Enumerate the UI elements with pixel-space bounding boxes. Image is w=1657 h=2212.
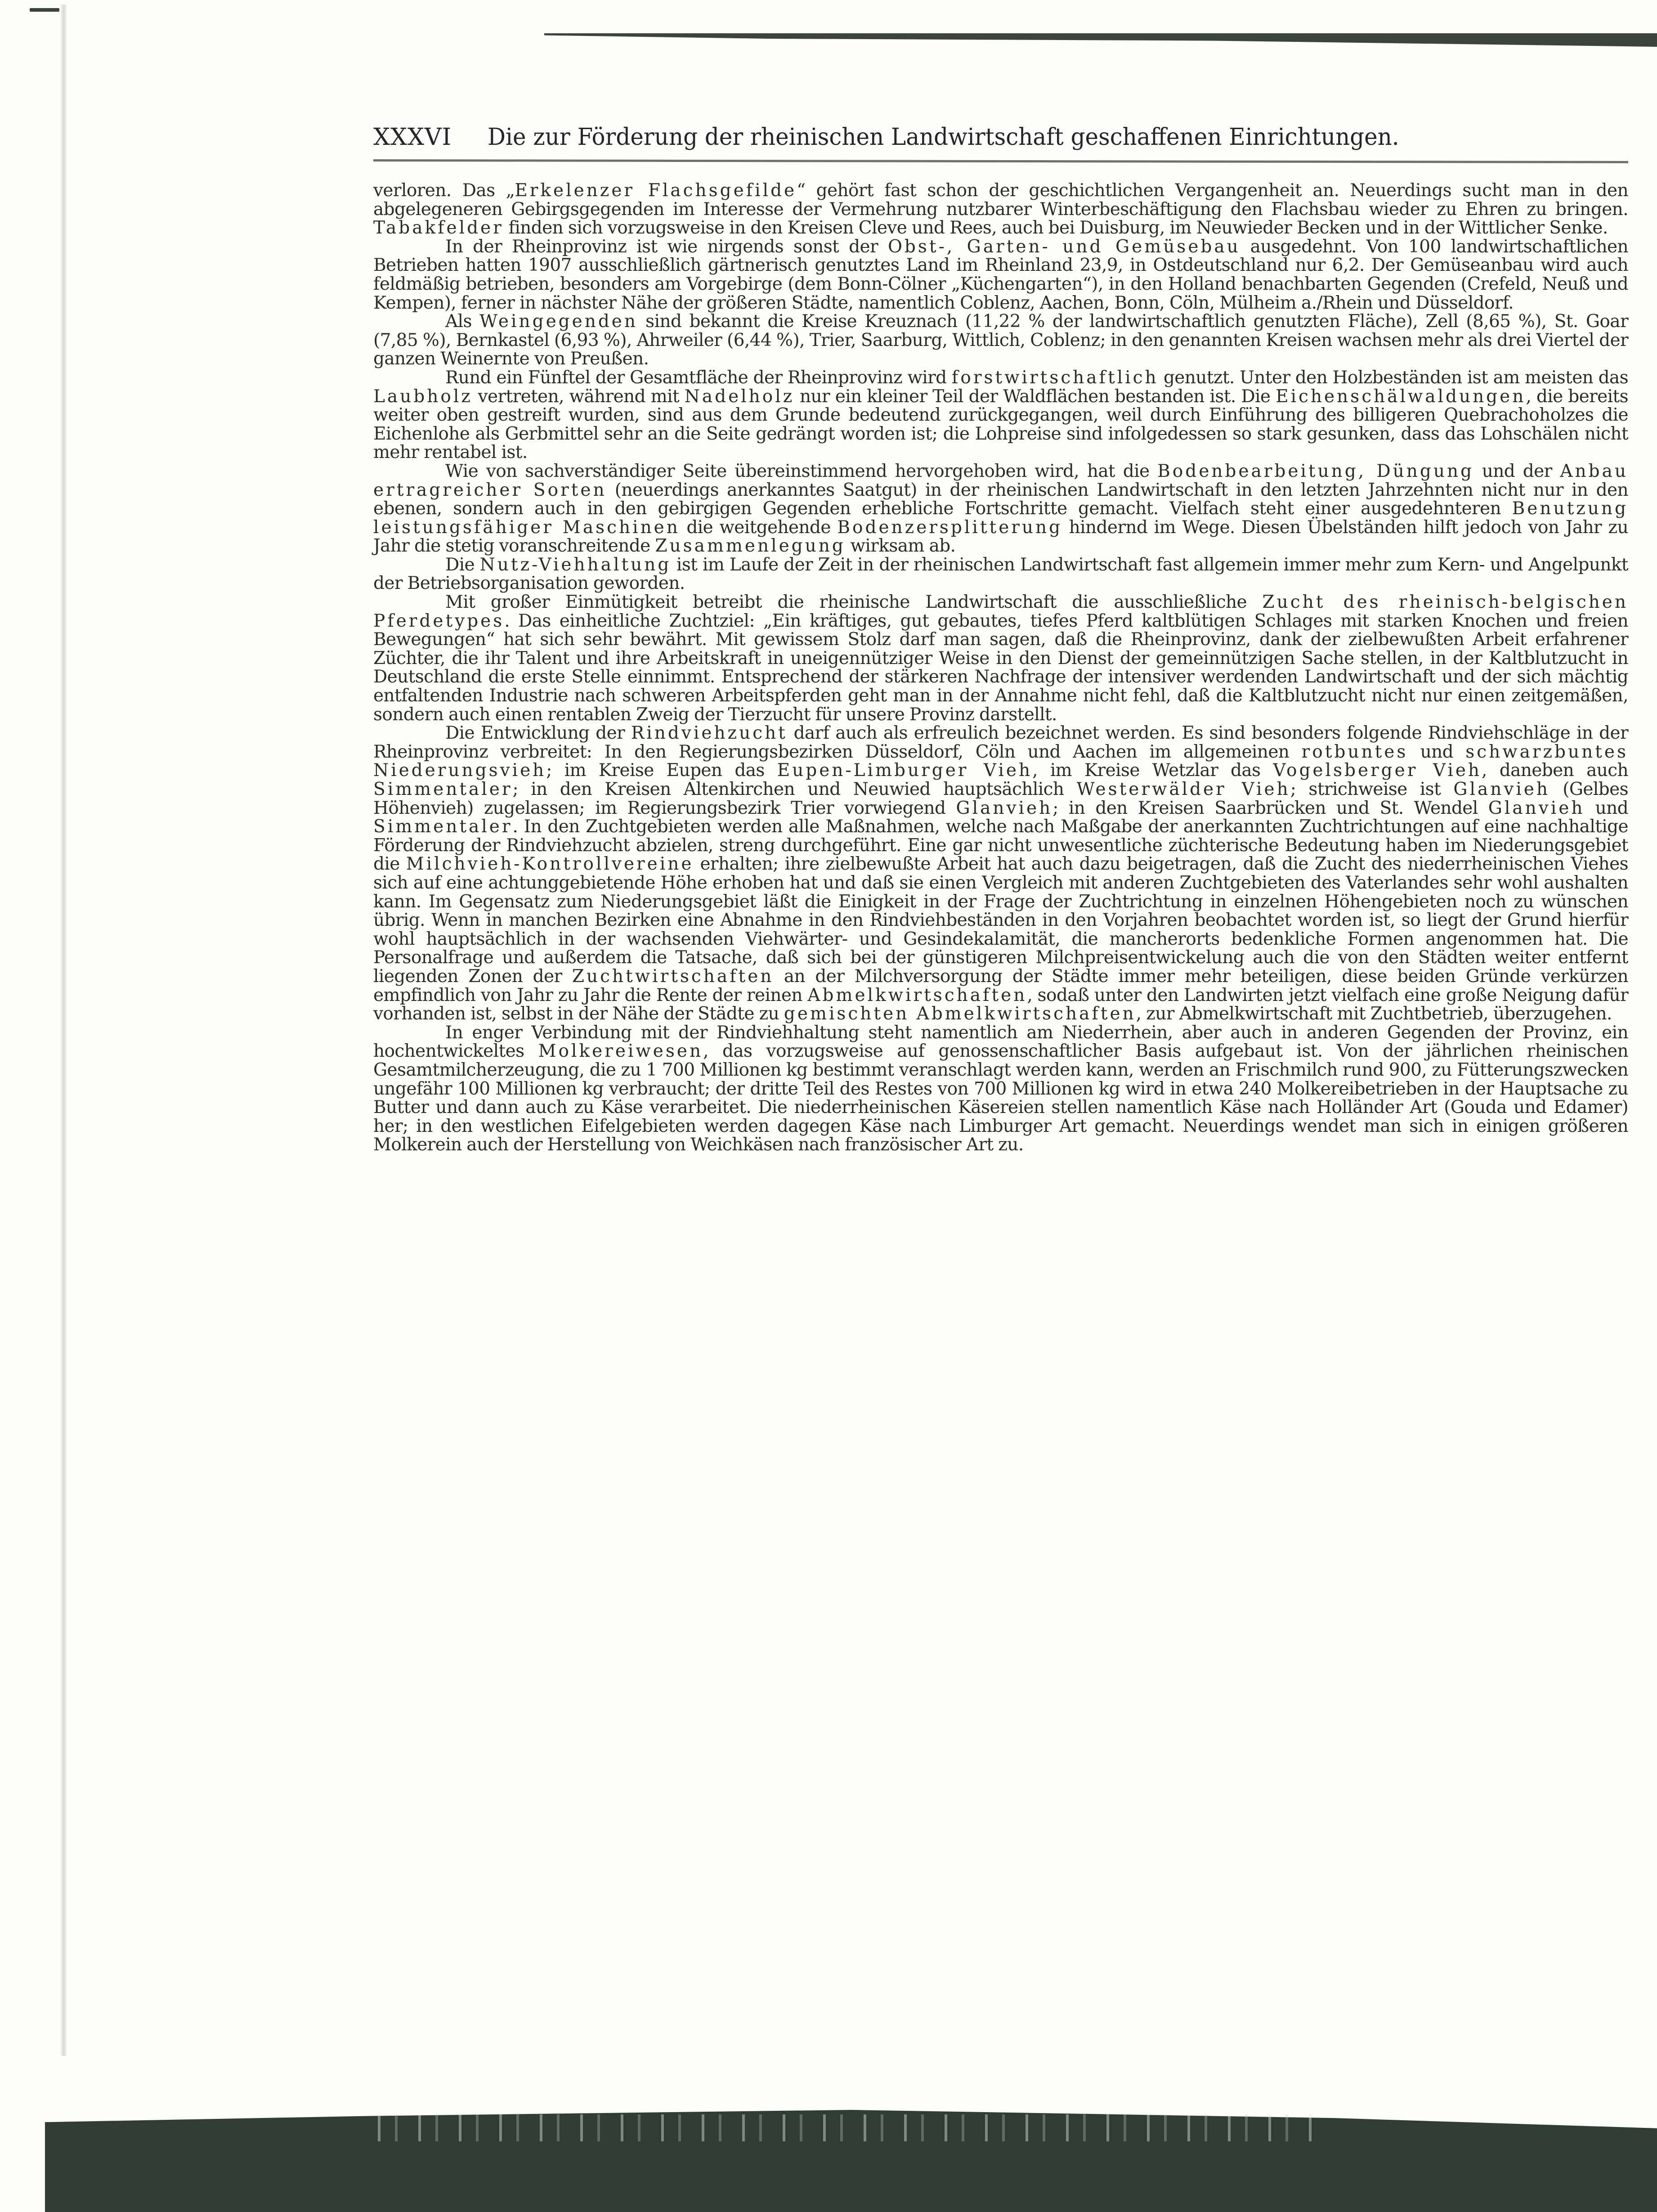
spaced-emphasis: Erkelenzer Flachsgefilde bbox=[515, 180, 797, 201]
text-run: wirksam ab. bbox=[845, 536, 956, 556]
text-run: , daneben auch bbox=[1482, 760, 1628, 781]
paragraph bbox=[373, 181, 1628, 238]
text-run: Als bbox=[445, 311, 480, 332]
paragraph bbox=[373, 1023, 1628, 1154]
text-run: nur ein kleiner Teil der Waldflächen bestanden ist. Die bbox=[794, 386, 1276, 407]
text-run: Die Entwicklung der bbox=[445, 723, 631, 744]
text-run: . In den Zuchtgebieten werden alle Maßnahmen, welche nach Maßgabe der anerkannten Zuchtrichtungen auf eine nachhaltige Förderung der Rindviehzucht abzielen, streng durchgeführt. Eine gar nicht unwesentliche züchterische Bedeutung haben im Niederungsgebiet die bbox=[373, 817, 1628, 875]
text-run: Mit großer Einmütigkeit betreibt die rheinische Landwirtschaft die ausschließliche bbox=[445, 592, 1263, 613]
spaced-emphasis: Molkereiwesen bbox=[538, 1041, 703, 1062]
text-run: ; strichweise ist bbox=[1290, 779, 1454, 799]
text-run: Die bbox=[445, 554, 480, 575]
spaced-emphasis: Bodenbearbeitung, Düngung bbox=[1157, 461, 1474, 481]
text-run: Rund ein Fünftel der Gesamtfläche der Rheinprovinz wird bbox=[445, 367, 952, 388]
text-run: sind bekannt die Kreise Kreuznach (11,22 % der landwirtschaftlich genutzten Fläche), Zell (8,65 %), St. Goar (7,85 %), Bernkastel (6,93 %), Ahrweiler (6,44 %), Trier, Saarburg, Wittlich, Coblenz; in den genannten Kreisen wachsen mehr als drei Viertel der ganzen Weinernte von Preußen. bbox=[373, 311, 1628, 369]
text-run: , das vorzugsweise auf genossenschaftlicher Basis aufgebaut ist. Von der jährlichen rheinischen Gesamtmilcherzeugung, die zu 1 700 Millionen kg bestimmt veranschlagt werden kann, werden an Frischmilch rund 900, zu Fütterungszwecken ungefähr 100 Millionen kg verbraucht; der dritte Teil des Restes von 700 Millionen kg wird in etwa 240 Molkereibetrieben in der Hauptsache zu Butter und dann auch zu Käse verarbeitet. Die niederrheinischen Käsereien stellen namentlich Käse nach Holländer Art (Gouda und Edamer) her; in den westlichen Eifelgebieten werden dagegen Käse nach Limburger Art gemacht. Neuerdings wendet man sich in einigen größeren Molkerein auch der Herstellung von Weichkäsen nach französischer Art zu. bbox=[373, 1041, 1628, 1155]
spaced-emphasis: schwarzbuntes Niederungsvieh bbox=[373, 741, 1629, 781]
spaced-emphasis: Tabakfelder bbox=[373, 218, 504, 238]
text-run: ist im Laufe der Zeit in der rheinischen Landwirtschaft fast allgemein immer mehr zum Kern- und Angelpunkt der Betriebsorganisation geworden. bbox=[373, 554, 1628, 594]
spaced-emphasis: Vogelsberger Vieh bbox=[1273, 760, 1482, 781]
text-run: , im Kreise Wetzlar das bbox=[1032, 760, 1273, 781]
spaced-emphasis: Laubholz bbox=[373, 386, 473, 407]
spaced-emphasis: Zusammenlegung bbox=[655, 536, 846, 556]
scan-artifact-mark bbox=[30, 8, 59, 12]
scan-artifact-bottom-noise bbox=[378, 2114, 1313, 2141]
spaced-emphasis: Glanvieh bbox=[1453, 779, 1550, 799]
paragraph bbox=[373, 238, 1628, 312]
text-run: In enger Verbindung mit der Rindviehhaltung steht namentlich am Niederrhein, aber auch in anderen Gegenden der Provinz, ein hochentwickeltes bbox=[373, 1022, 1628, 1062]
text-run: , zur Abmelkwirtschaft mit Zuchtbetrieb, überzugehen. bbox=[1136, 1004, 1612, 1024]
text-run: “ gehört fast schon der geschichtlichen Vergangenheit an. Neuerdings sucht man in den abgelegeneren Gebirgsgegenden im Interesse der Vermehrung nutzbarer Winterbeschäftigung den Flachsbau wieder zu Ehren zu bringen. bbox=[373, 180, 1628, 220]
text-run: , sodaß unter den Landwirten jetzt vielfach eine große Neigung dafür vorhanden ist, selbst in der Nähe der Städte zu bbox=[373, 985, 1628, 1024]
paragraph bbox=[373, 724, 1628, 1023]
text-run: verloren. Das „ bbox=[373, 180, 515, 201]
spaced-emphasis: Benutzung leistungsfähiger Maschinen bbox=[373, 498, 1628, 538]
text-run: , die bereits weiter oben gestreift wurden, sind aus dem Grunde bedeutend zurückgegangen, weil durch Einführung des billigeren Quebrachoholzes die Eichenlohe als Gerbmittel sehr an die Seite gedrängt worden ist; die Lohpreise sind infolgedessen so stark gesunken, dass das Lohschälen nicht mehr rentabel ist. bbox=[373, 386, 1628, 463]
spaced-emphasis: gemischten Abmelkwirtschaften bbox=[784, 1004, 1136, 1024]
text-run: ; in den Kreisen Saarbrücken und St. Wendel bbox=[1052, 798, 1488, 818]
spaced-emphasis: Obst-, Garten- und Gemüsebau bbox=[887, 236, 1241, 257]
spaced-emphasis: Glanvieh bbox=[1488, 798, 1585, 818]
spaced-emphasis: Zucht des rheinisch-belgischen Pferdetypes bbox=[373, 592, 1628, 631]
scan-artifact-top-band bbox=[544, 33, 1657, 47]
spaced-emphasis: Weingegenden bbox=[479, 311, 638, 332]
text-run: (neuerdings anerkanntes Saatgut) in der rheinischen Landwirtschaft in den letzten Jahrzehnten nicht nur in den ebenen, sondern auch in den gebirgigen Gegenden erhebliche Fortschritte gemacht. Vielfach steht einer ausgedehnteren bbox=[373, 480, 1628, 519]
spaced-emphasis: rotbuntes bbox=[1301, 741, 1408, 762]
spaced-emphasis: Anbau ertragreicher Sorten bbox=[373, 461, 1628, 500]
text-run: ausgedehnt. Von 100 landwirtschaftlichen Betrieben hatten 1907 ausschließlich gärtnerisch genutztes Land im Rheinland 23,9, in Ostdeutschland nur 6,2. Der Gemüseanbau wird auch feldmäßig betrieben, besonders am Vorgebirge (dem Bonn-Cölner „Küchengarten“), in den Holland benachbarten Gegenden (Crefeld, Neuß und Kempen), ferner in nächster Nähe der größeren Städte, namentlich Coblenz, Aachen, Bonn, Cöln, Mülheim a./Rhein und Düsseldorf. bbox=[373, 236, 1628, 313]
text-run: und der bbox=[1474, 461, 1560, 481]
paragraph bbox=[373, 556, 1628, 593]
text-run: und bbox=[1585, 798, 1628, 818]
running-head bbox=[373, 121, 1628, 153]
spaced-emphasis: Glanvieh bbox=[956, 798, 1053, 818]
header-rule bbox=[373, 159, 1628, 163]
spaced-emphasis: Abmelkwirtschaften bbox=[807, 985, 1027, 1005]
paragraph bbox=[373, 593, 1628, 724]
text-run: an der Milchversorgung der Städte immer mehr beteiligen, diese beiden Gründe verkürzen empfindlich von Jahr zu Jahr die Rente der reinen bbox=[373, 966, 1628, 1005]
spaced-emphasis: Nutz-Viehhaltung bbox=[479, 554, 672, 575]
spaced-emphasis: Simmentaler bbox=[373, 817, 513, 837]
scan-artifact-left-edge bbox=[61, 4, 67, 2056]
text-run: ; im Kreise Eupen das bbox=[546, 760, 777, 781]
spaced-emphasis: Zuchtwirtschaften bbox=[572, 966, 774, 987]
paragraph bbox=[373, 462, 1628, 556]
spaced-emphasis: Eupen-Limburger Vieh bbox=[777, 760, 1033, 781]
text-run: In der Rheinprovinz ist wie nirgends sonst der bbox=[445, 236, 888, 257]
text-run: vertreten, während mit bbox=[472, 386, 685, 407]
running-head-title: Die zur Förderung der rheinischen Landwirtschaft geschaffenen Einrichtungen. bbox=[488, 124, 1399, 151]
spaced-emphasis: Rindviehzucht bbox=[631, 723, 788, 744]
text-run: hindernd im Wege. Diesen Übelständen hilft jedoch von Jahr zu Jahr die stetig voranschreitende bbox=[373, 517, 1628, 556]
spaced-emphasis: forstwirtschaftlich bbox=[951, 367, 1159, 388]
spaced-emphasis: Milchvieh-Kontrollvereine bbox=[406, 854, 694, 875]
body-text bbox=[373, 181, 1628, 1154]
text-run: ; in den Kreisen Altenkirchen und Neuwied hauptsächlich bbox=[512, 779, 1077, 799]
spaced-emphasis: Westerwälder Vieh bbox=[1076, 779, 1290, 799]
text-run: darf auch als erfreulich bezeichnet werden. Es sind besonders folgende Rindviehschläge in der Rheinprovinz verbreitet: In den Regierungsbezirken Düsseldorf, Cöln und Aachen im allgemeinen bbox=[373, 723, 1629, 762]
page-number: XXXVI bbox=[373, 124, 452, 151]
text-run: Wie von sachverständiger Seite übereinstimmend hervorgehoben wird, hat die bbox=[445, 461, 1158, 481]
paragraph bbox=[373, 312, 1628, 368]
book-page bbox=[373, 121, 1628, 1154]
spaced-emphasis: Eichenschälwaldungen bbox=[1276, 386, 1526, 407]
text-run: die weitgehende bbox=[680, 517, 837, 538]
spaced-emphasis: Simmentaler bbox=[373, 779, 513, 799]
spaced-emphasis: Bodenzersplitterung bbox=[837, 517, 1063, 538]
text-run: (Gelbes Höhenvieh) zugelassen; im Regierungsbezirk Trier vorwiegend bbox=[373, 779, 1628, 818]
text-run: erhalten; ihre zielbewußte Arbeit hat auch dazu beigetragen, daß die Zucht des niederrheinischen Viehes sich auf eine achtunggebietende Höhe erhoben hat und daß sie einen Vergleich mit anderen Zuchtgebieten des Vaterlandes sehr wohl aushalten kann. Im Gegensatz zum Niederungsgebiet läßt die Einigkeit in der Frage der Zuchtrichtung in einzelnen Höhengebieten noch zu wünschen übrig. Wenn in manchen Bezirken eine Abnahme in den Rindviehbeständen in den Vorjahren beobachtet worden ist, so liegt der Grund hierfür wohl hauptsächlich in der wachsenden Viehwärter- und Gesindekalamität, die mancherorts bedenkliche Formen angenommen hat. Die Personalfrage und außerdem die Tatsache, daß sich bei der günstigeren Milchpreisentwickelung auch die von den Städten weiter entfernt liegenden Zonen der bbox=[373, 854, 1629, 987]
text-run: genutzt. Unter den Holzbeständen ist am meisten das bbox=[1158, 367, 1628, 388]
text-run: . Das einheitliche Zuchtziel: „Ein kräftiges, gut gebautes, tiefes Pferd kaltblütigen Schlages mit starken Knochen und freien Bewegungen“ hat sich sehr bewährt. Mit gewissem Stolz darf man sagen, daß die Rheinprovinz, dank der zielbewußten Arbeit erfahrener Züchter, die ihr Talent und ihre Arbeitskraft in uneigennütziger Weise in den Dienst der gemeinnützigen Sache stellen, in der Kaltblutzucht in Deutschland die erste Stelle einnimmt. Entsprechend der stärkeren Nachfrage der intensiver werdenden Landwirtschaft und der sich mächtig entfaltenden Industrie nach schweren Arbeitspferden geht man in der Annahme nicht fehl, daß die Kaltblutzucht nicht nur einen zeitgemäßen, sondern auch einen rentablen Zweig der Tierzucht für unsere Provinz darstellt. bbox=[373, 610, 1628, 725]
spaced-emphasis: Nadelholz bbox=[684, 386, 795, 407]
text-run: und bbox=[1408, 741, 1466, 762]
paragraph bbox=[373, 368, 1628, 462]
text-run: finden sich vorzugsweise in den Kreisen Cleve und Rees, auch bei Duisburg, im Neuwieder Becken und in der Wittlicher Senke. bbox=[503, 218, 1608, 238]
